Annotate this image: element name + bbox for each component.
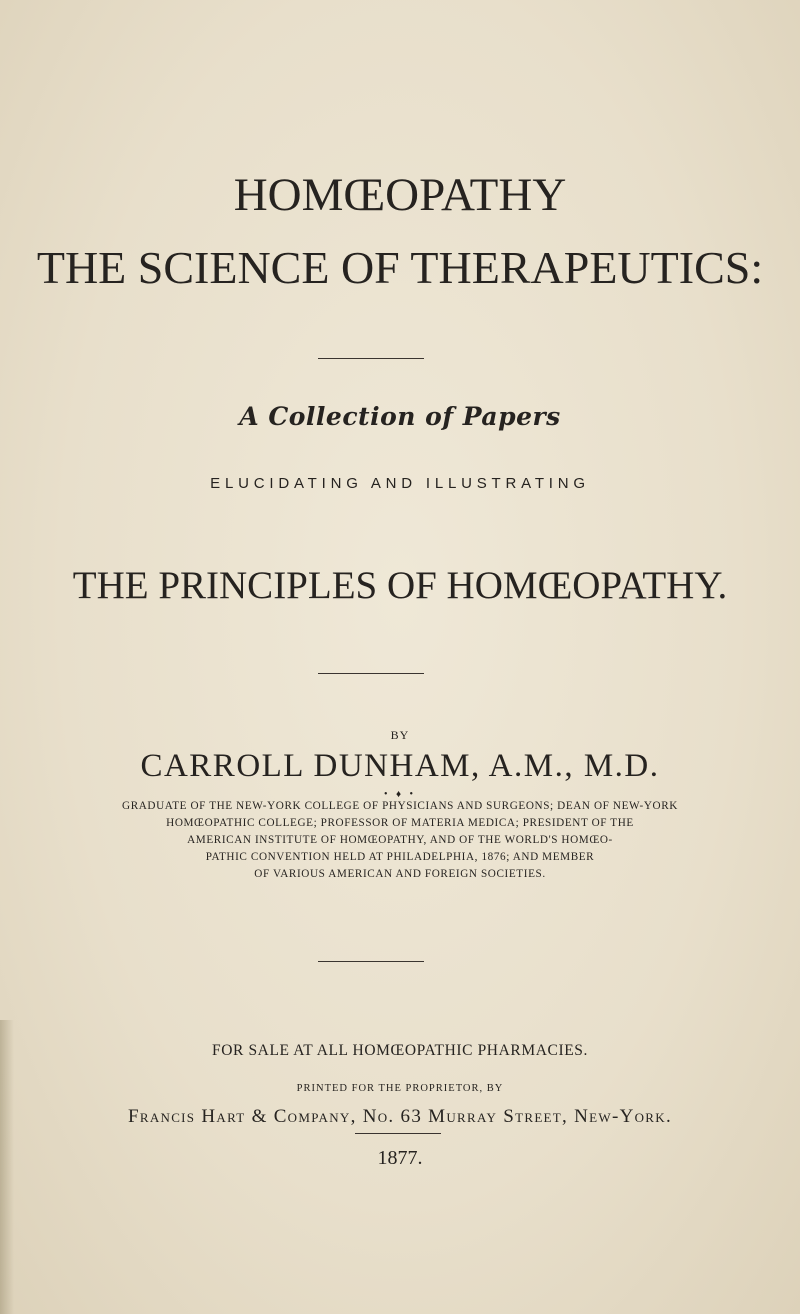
author-credentials bbox=[0, 798, 800, 883]
credentials-line: PATHIC CONVENTION HELD AT PHILADELPHIA, 1876; AND MEMBER bbox=[205, 851, 595, 863]
printed-for-label: PRINTED FOR THE PROPRIETOR, BY bbox=[296, 1083, 504, 1094]
credentials-line: OF VARIOUS AMERICAN AND FOREIGN SOCIETIES. bbox=[254, 868, 546, 880]
ornament-icon: • ♦ • bbox=[383, 789, 417, 800]
divider-rule bbox=[318, 673, 424, 674]
publication-year: 1877. bbox=[377, 1147, 423, 1169]
title-line-2: THE SCIENCE OF THERAPEUTICS: bbox=[36, 242, 764, 293]
publisher-imprint: Francis Hart & Company, No. 63 Murray Street, New-York. bbox=[127, 1106, 673, 1127]
divider-rule bbox=[355, 1133, 441, 1134]
principles-subtitle: THE PRINCIPLES OF HOMŒOPATHY. bbox=[72, 564, 728, 607]
divider-rule bbox=[318, 961, 424, 962]
by-label: BY bbox=[390, 728, 410, 742]
credentials-line: HOMŒOPATHIC COLLEGE; PROFESSOR OF MATERIA MEDICA; PRESIDENT OF THE bbox=[166, 817, 634, 829]
sale-notice: FOR SALE AT ALL HOMŒOPATHIC PHARMACIES. bbox=[212, 1042, 588, 1059]
author-name: CARROLL DUNHAM, A.M., M.D. bbox=[140, 748, 660, 784]
credentials-line: GRADUATE OF THE NEW-YORK COLLEGE OF PHYSICIANS AND SURGEONS; DEAN OF NEW-YORK bbox=[122, 800, 678, 812]
divider-rule bbox=[318, 358, 424, 359]
credentials-line: AMERICAN INSTITUTE OF HOMŒOPATHY, AND OF THE WORLD'S HOMŒO- bbox=[187, 834, 613, 846]
collection-subtitle: A Collection of Papers bbox=[239, 402, 561, 431]
elucidating-subtitle: ELUCIDATING AND ILLUSTRATING bbox=[210, 475, 590, 492]
title-line-1: HOMŒOPATHY bbox=[233, 169, 567, 221]
